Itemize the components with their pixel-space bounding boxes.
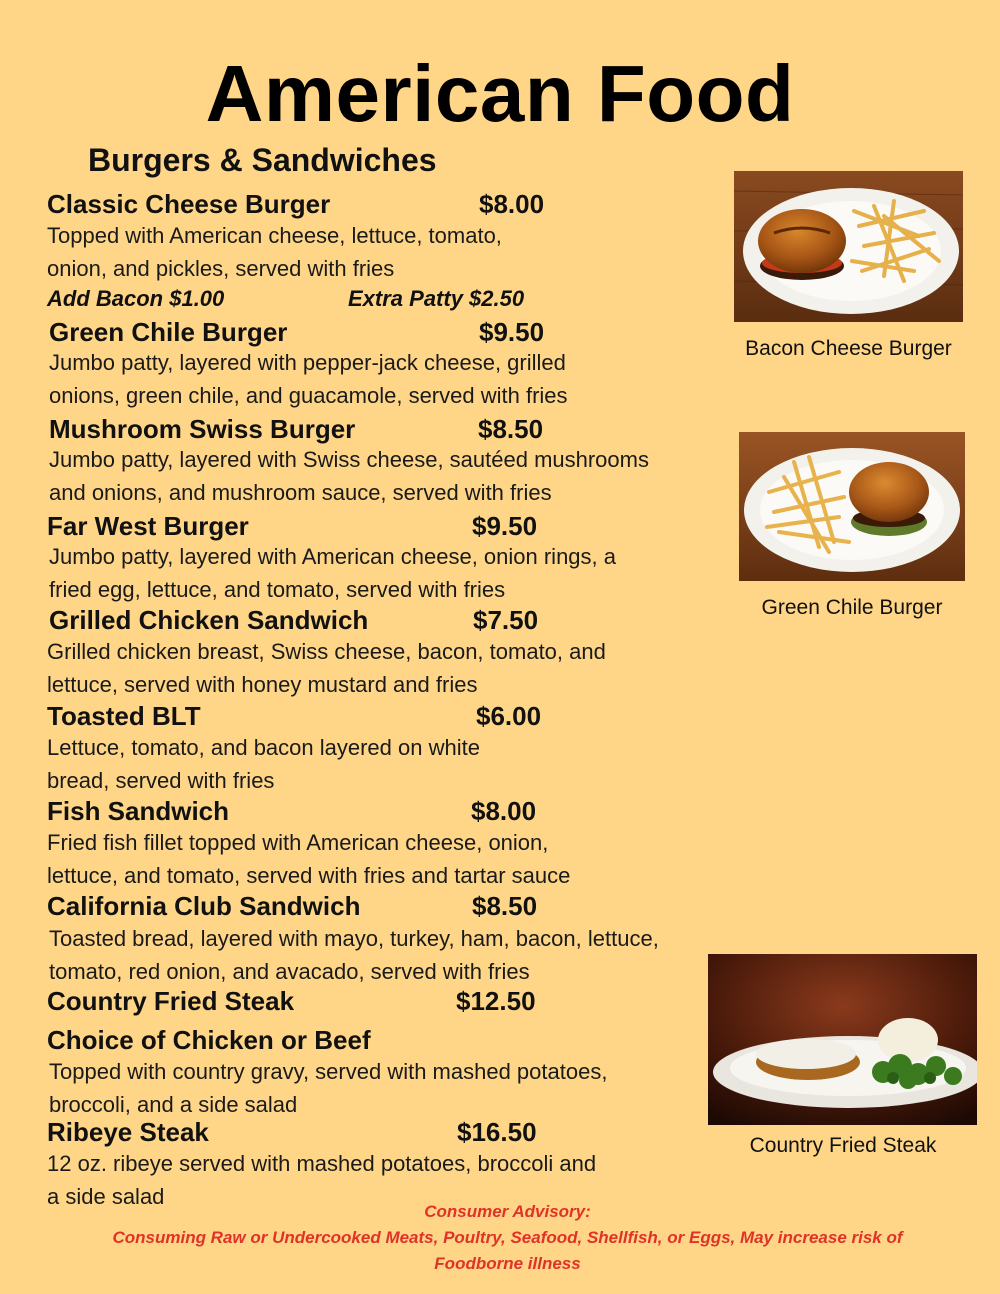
item-name: Grilled Chicken Sandwich [49,605,369,635]
item-description [49,443,649,509]
item-name: California Club Sandwich [47,891,361,921]
description-line: Topped with American cheese, lettuce, tomato, [47,223,502,248]
description-line: Toasted bread, layered with mayo, turkey, ham, bacon, lettuce, [49,926,659,951]
description-line: tomato, red onion, and avacado, served with fries [49,959,530,984]
item-description [47,826,570,892]
item-price: $16.50 [457,1117,537,1147]
description-line: broccoli, and a side salad [49,1092,298,1117]
advisory-text: Foodborne illness [434,1254,581,1273]
item-price: $6.00 [476,701,542,731]
burger-plate-image [734,171,963,322]
country-fried-steak-photo [708,954,977,1125]
item-price: $12.50 [456,986,536,1016]
item-description [49,1055,607,1121]
addon-extra-patty: Extra Patty $2.50 [348,286,525,311]
description-line: 12 oz. ribeye served with mashed potatoes, broccoli and [47,1151,597,1176]
item-description [49,346,568,412]
advisory-text: Consuming Raw or Undercooked Meats, Poultry, Seafood, Shellfish, or Eggs, May increase risk of [112,1228,903,1247]
description-line: lettuce, served with honey mustard and fries [47,672,478,697]
item-price: $8.00 [479,189,545,219]
item-price: $8.50 [472,891,538,921]
description-line: Jumbo patty, layered with Swiss cheese, sautéed mushrooms [49,447,649,472]
addon-bacon: Add Bacon $1.00 [47,286,225,311]
description-line: bread, served with fries [47,768,275,793]
description-line: onions, green chile, and guacamole, served with fries [49,383,568,408]
item-name: Ribeye Steak [47,1117,209,1147]
description-line: Jumbo patty, layered with American cheese, onion rings, a [49,544,617,569]
item-subname: Choice of Chicken or Beef [47,1025,371,1055]
item-name: Mushroom Swiss Burger [49,414,356,444]
description-line: fried egg, lettuce, and tomato, served with fries [49,577,506,602]
description-line: lettuce, and tomato, served with fries and tartar sauce [47,863,571,888]
section-heading: Burgers & Sandwiches [88,142,437,178]
item-description [47,635,606,701]
photo-caption: Bacon Cheese Burger [745,337,952,360]
item-name: Green Chile Burger [49,317,288,347]
item-price: $9.50 [479,317,545,347]
item-description [49,922,659,988]
item-price: $8.50 [478,414,544,444]
advisory-heading: Consumer Advisory: [424,1202,591,1221]
description-line: Lettuce, tomato, and bacon layered on white [47,735,480,760]
description-line: Grilled chicken breast, Swiss cheese, bacon, tomato, and [47,639,606,664]
item-name: Fish Sandwich [47,796,230,826]
description-line: Jumbo patty, layered with pepper-jack cheese, grilled [49,350,566,375]
description-line: Fried fish fillet topped with American cheese, onion, [47,830,549,855]
page-title: American Food [205,49,795,138]
description-line: a side salad [47,1184,165,1209]
item-price: $8.00 [471,796,537,826]
item-price: $7.50 [473,605,539,635]
green-chile-burger-photo [739,432,965,581]
item-name: Far West Burger [47,511,249,541]
bacon-cheese-burger-photo [734,171,963,322]
photo-caption: Country Fried Steak [749,1134,937,1157]
photo-caption: Green Chile Burger [761,596,943,619]
item-name: Classic Cheese Burger [47,189,331,219]
item-description [49,540,616,606]
burger-plate-image [739,432,965,581]
item-name: Country Fried Steak [47,986,295,1016]
item-description [47,219,502,285]
description-line: and onions, and mushroom sauce, served with fries [49,480,552,505]
item-name: Toasted BLT [47,701,201,731]
consumer-advisory [40,1199,975,1277]
steak-plate-image [708,954,977,1125]
item-description [47,731,480,797]
description-line: Topped with country gravy, served with mashed potatoes, [49,1059,608,1084]
item-price: $9.50 [472,511,538,541]
description-line: onion, and pickles, served with fries [47,256,395,281]
